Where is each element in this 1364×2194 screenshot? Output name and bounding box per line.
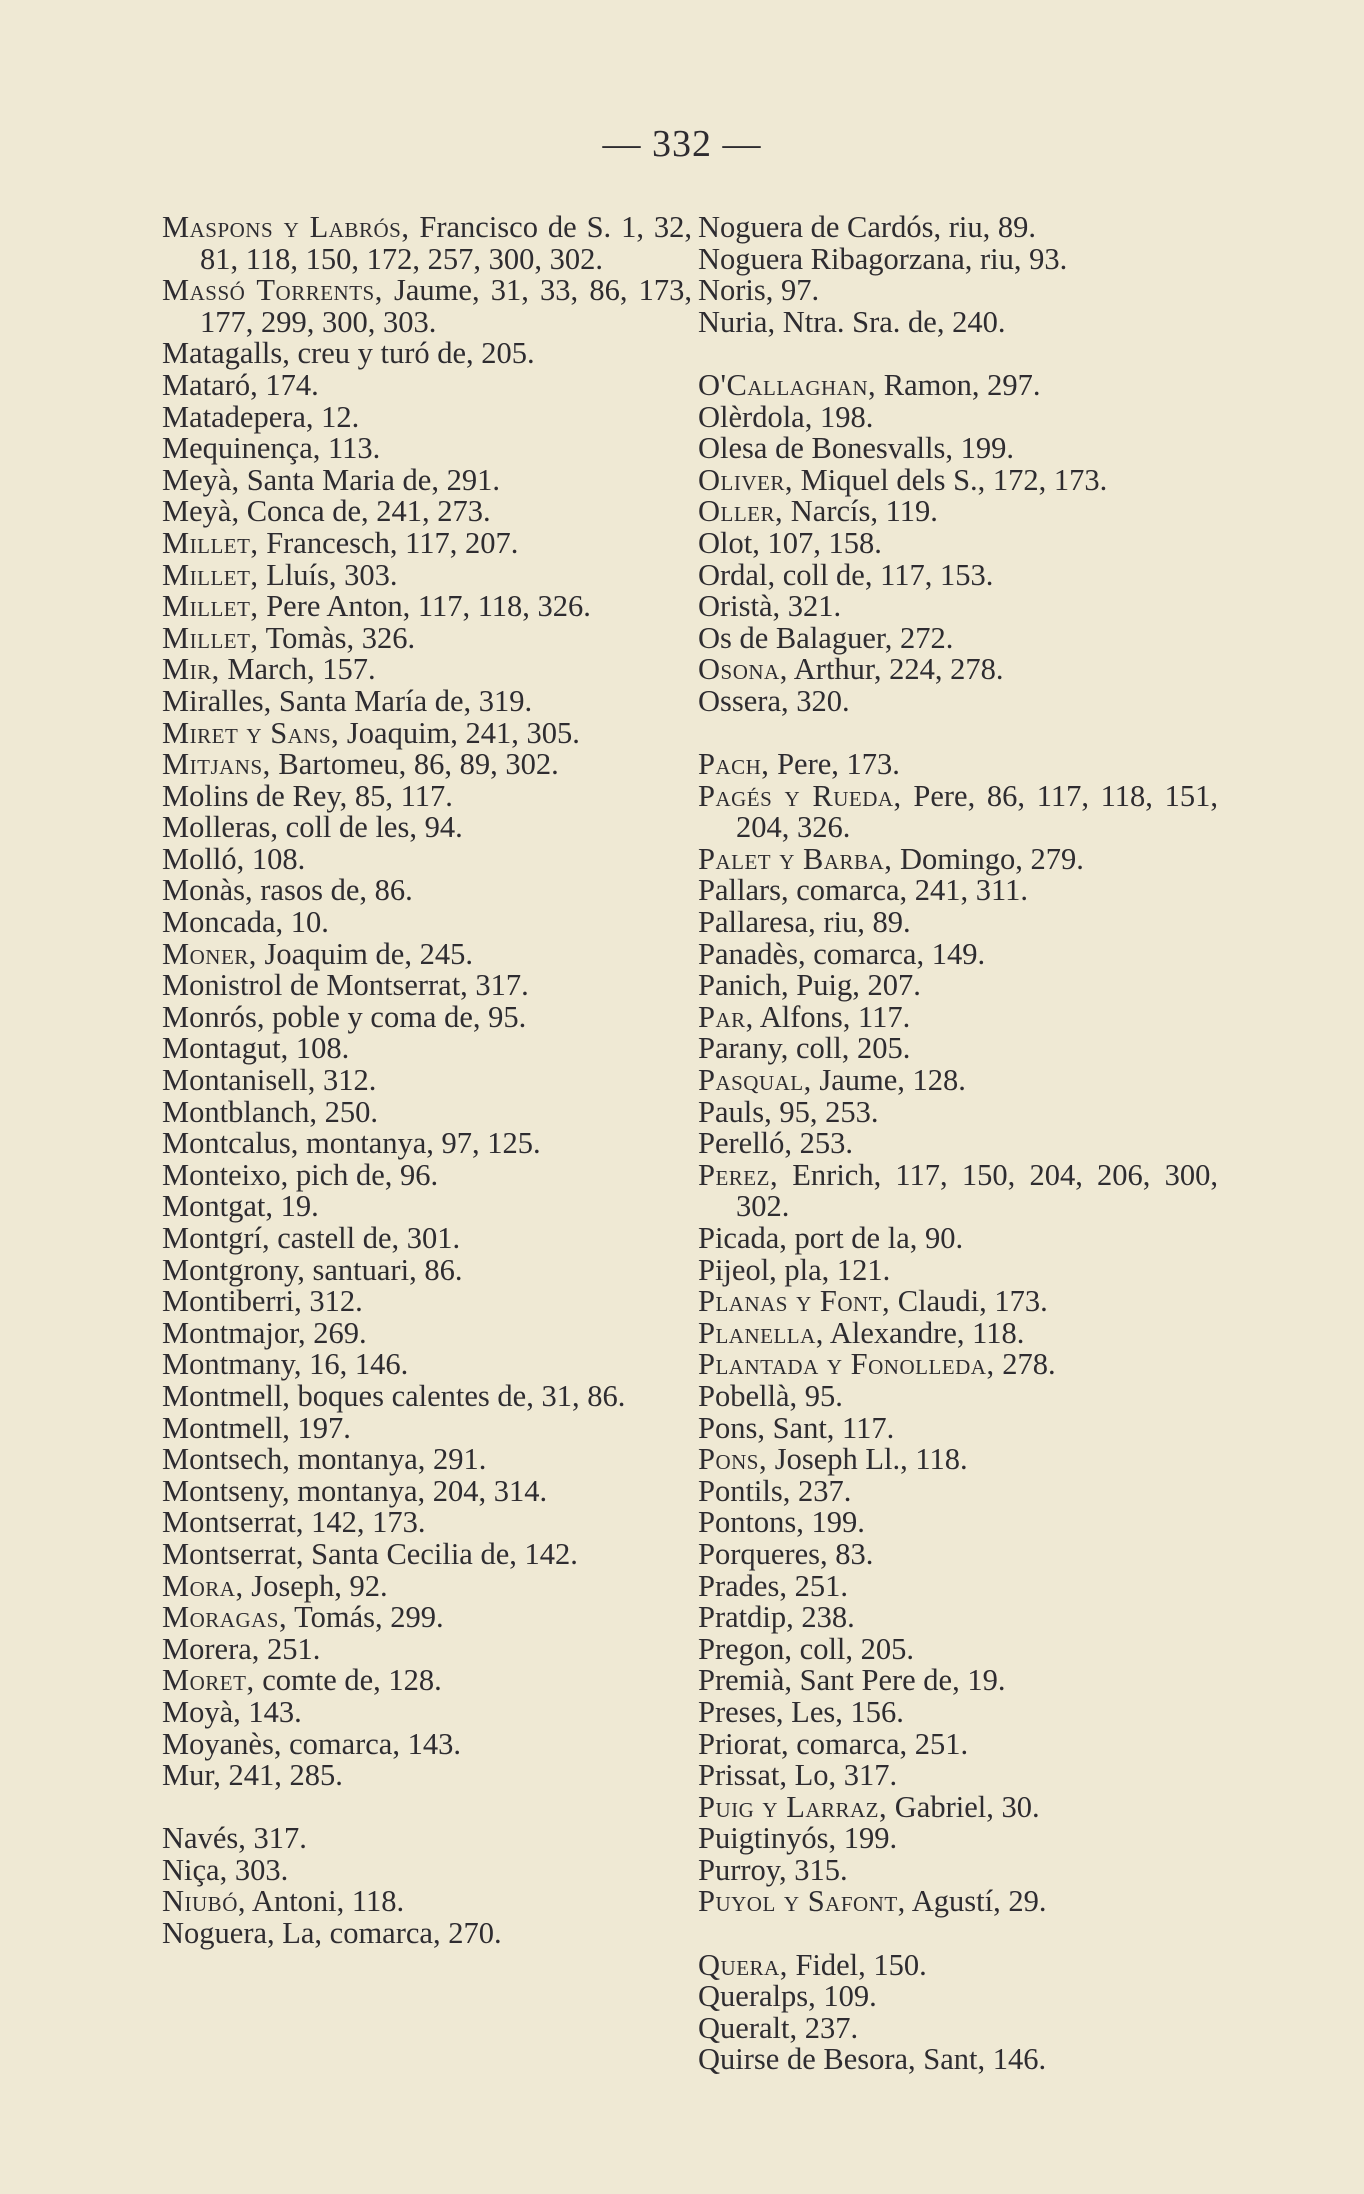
index-entry: [698, 970, 1218, 1002]
entry-name: Puig y Larraz,: [698, 1789, 888, 1824]
entry-text: Nuria, Ntra. Sra. de, 240.: [698, 304, 1006, 339]
entry-text: Jaume, 31, 33, 86, 173, 177, 299, 300, 303.: [200, 273, 692, 339]
entry-text: Fidel, 150.: [787, 1947, 927, 1982]
index-entry: [162, 812, 692, 844]
index-entry: [162, 338, 692, 370]
entry-text: Parany, coll, 205.: [698, 1031, 911, 1066]
entry-name: Osona,: [698, 652, 788, 687]
entry-text: Montgrony, santuari, 86.: [162, 1252, 463, 1287]
entry-text: Antoni, 118.: [245, 1884, 405, 1919]
index-entry: [698, 999, 1218, 1034]
index-entry: [698, 1789, 1218, 1824]
entry-text: Ramon, 297.: [876, 367, 1041, 402]
entry-name: Millet,: [162, 589, 259, 624]
index-entry: [162, 1631, 692, 1666]
entry-name: Perez,: [698, 1157, 779, 1192]
index-entry: [162, 936, 692, 971]
entry-name: Moret,: [162, 1663, 255, 1698]
index-entry: [162, 1852, 692, 1887]
entry-text: Montiberri, 312.: [162, 1284, 363, 1319]
index-entry: [162, 1507, 692, 1539]
index-entry: [698, 1378, 1218, 1413]
index-entry: [698, 367, 1218, 402]
entry-text: Moyanès, comarca, 143.: [162, 1726, 461, 1761]
index-entry: [698, 654, 1218, 686]
index-entry: [698, 1823, 1218, 1855]
entry-text: Joaquim, 241, 305.: [339, 715, 580, 750]
index-entry: [162, 399, 692, 434]
index-entry: [698, 1128, 1218, 1160]
index-entry: [162, 1694, 692, 1729]
index-entry: [698, 275, 1218, 307]
entry-name: Plantada y Fonolleda,: [698, 1347, 995, 1382]
index-entry: [698, 1223, 1218, 1255]
entry-text: Ordal, coll de, 117, 153.: [698, 557, 994, 592]
entry-text: Quirse de Besora, Sant, 146.: [698, 2042, 1047, 2077]
entry-text: Francesch, 117, 207.: [258, 525, 519, 560]
entry-text: Alfons, 117.: [753, 999, 911, 1034]
entry-text: Molló, 108.: [162, 841, 306, 876]
index-entry: [698, 875, 1218, 907]
index-entry: [698, 1665, 1218, 1697]
page-number: — 332 —: [602, 123, 762, 165]
index-entry: [698, 936, 1218, 971]
index-entry: [162, 620, 692, 655]
entry-text: 278.: [994, 1347, 1056, 1382]
entry-text: Navés, 317.: [162, 1821, 307, 1856]
entry-text: Moncada, 10.: [162, 905, 329, 940]
entry-text: Monistrol de Montserrat, 317.: [162, 968, 529, 1003]
entry-text: Panich, Puig, 207.: [698, 968, 921, 1003]
entry-text: Perelló, 253.: [698, 1126, 854, 1161]
entry-text: Oristà, 321.: [698, 589, 842, 624]
entry-text: Tomás, 299.: [287, 1600, 444, 1635]
entry-text: Lluís, 303.: [258, 557, 398, 592]
index-entry: [162, 999, 692, 1034]
index-column-left: [162, 212, 692, 1950]
index-entry: [162, 1157, 692, 1192]
entry-name: Maspons y Labrós,: [162, 210, 410, 244]
entry-text: Montgat, 19.: [162, 1189, 319, 1224]
entry-name: Palet y Barba,: [698, 841, 893, 876]
entry-text: Panadès, comarca, 149.: [698, 936, 986, 971]
index-entry: [698, 1033, 1218, 1065]
entry-text: Olesa de Bonesvalls, 199.: [698, 431, 1014, 466]
entry-text: Meyà, Conca de, 241, 273.: [162, 494, 491, 529]
index-entry: [698, 749, 1218, 781]
index-entry: [698, 1981, 1218, 2013]
index-entry: [162, 1094, 692, 1129]
entry-name: Par,: [698, 999, 754, 1034]
entry-text: Picada, port de la, 90.: [698, 1221, 964, 1255]
index-entry: [698, 1947, 1218, 1982]
entry-text: comte de, 128.: [254, 1663, 442, 1698]
entry-text: Montmajor, 269.: [162, 1315, 367, 1350]
entry-text: Premià, Sant Pere de, 19.: [698, 1663, 1006, 1698]
entry-text: Olot, 107, 158.: [698, 525, 882, 560]
index-entry: [698, 496, 1218, 528]
index-entry: [698, 433, 1218, 465]
index-entry: [162, 683, 692, 718]
entry-name: Niubó,: [162, 1884, 246, 1919]
entry-text: Francisco de S. 1, 32, 81, 118, 150, 172, 257, 300, 302.: [200, 210, 693, 276]
entry-text: Pallaresa, riu, 89.: [698, 905, 911, 940]
entry-text: Queralps, 109.: [698, 1979, 877, 2014]
entry-text: Purroy, 315.: [698, 1852, 848, 1887]
index-entry: [698, 525, 1218, 560]
section-gap: [698, 1918, 1218, 1950]
entry-text: Monrós, poble y coma de, 95.: [162, 999, 527, 1034]
index-entry: [698, 1694, 1218, 1729]
entry-name: Pasqual,: [698, 1063, 812, 1098]
index-entry: [162, 591, 692, 623]
index-entry: [698, 1886, 1218, 1918]
entry-text: Mequinença, 113.: [162, 431, 381, 466]
entry-text: Monàs, rasos de, 86.: [162, 873, 413, 908]
entry-name: Millet,: [162, 525, 259, 560]
entry-text: Pregon, coll, 205.: [698, 1631, 915, 1666]
entry-name: Oller,: [698, 494, 784, 529]
index-entry: [162, 212, 692, 275]
entry-text: Matadepera, 12.: [162, 399, 360, 434]
index-entry: [162, 715, 692, 750]
entry-text: Narcís, 119.: [783, 494, 938, 529]
entry-text: Agustí, 29.: [905, 1884, 1047, 1919]
entry-text: Montserrat, Santa Cecilia de, 142.: [162, 1536, 578, 1571]
index-entry: [162, 496, 692, 528]
entry-name: O'Callaghan,: [698, 367, 877, 402]
index-entry: [162, 1252, 692, 1287]
index-entry: [162, 1568, 692, 1603]
index-entry: [698, 1065, 1218, 1097]
index-entry: [162, 1191, 692, 1223]
entry-text: Moyà, 143.: [162, 1694, 302, 1729]
index-entry: [162, 462, 692, 497]
entry-text: Joaquim de, 245.: [256, 936, 473, 971]
entry-text: Montcalus, montanya, 97, 125.: [162, 1126, 541, 1161]
section-gap: [698, 718, 1218, 750]
index-entry: [698, 557, 1218, 592]
entry-text: Tomàs, 326.: [258, 620, 416, 655]
entry-text: March, 157.: [219, 652, 376, 687]
entry-name: Planella,: [698, 1315, 824, 1350]
entry-text: Joseph, 92.: [243, 1568, 388, 1603]
index-entry: [162, 557, 692, 592]
index-entry: [162, 1315, 692, 1350]
entry-text: Montmany, 16, 146.: [162, 1347, 409, 1382]
entry-text: Prissat, Lo, 317.: [698, 1758, 898, 1793]
index-column-right: [698, 212, 1218, 2076]
index-entry: [162, 1410, 692, 1445]
index-entry: [162, 1665, 692, 1697]
entry-text: Montgrí, castell de, 301.: [162, 1221, 461, 1255]
section-gap: [162, 1792, 692, 1824]
index-entry: [698, 1349, 1218, 1381]
entry-text: Priorat, comarca, 251.: [698, 1726, 969, 1761]
entry-text: Preses, Les, 156.: [698, 1694, 904, 1729]
entry-text: Pobellà, 95.: [698, 1378, 843, 1413]
entry-text: Domingo, 279.: [892, 841, 1084, 876]
index-entry: [162, 1536, 692, 1571]
index-entry: [162, 433, 692, 465]
entry-text: Jaume, 128.: [811, 1063, 966, 1098]
entry-text: Alexandre, 118.: [823, 1315, 1025, 1350]
entry-text: Pallars, comarca, 241, 311.: [698, 873, 1029, 908]
entry-name: Moragas,: [162, 1600, 288, 1635]
index-entry: [162, 1349, 692, 1381]
entry-text: Olèrdola, 198.: [698, 399, 874, 434]
index-entry: [698, 1568, 1218, 1603]
entry-text: Montagut, 108.: [162, 1031, 350, 1066]
index-entry: [698, 1157, 1218, 1224]
index-entry: [698, 1410, 1218, 1445]
entry-text: Niça, 303.: [162, 1852, 289, 1887]
index-entry: [698, 304, 1218, 339]
entry-text: Pere Anton, 117, 118, 326.: [258, 589, 591, 624]
index-entry: [162, 1223, 692, 1255]
entry-name: Pagés y Rueda,: [698, 778, 902, 813]
entry-text: Pratdip, 238.: [698, 1600, 855, 1635]
index-entry: [162, 841, 692, 876]
entry-text: Miquel dels S., 172, 173.: [792, 462, 1108, 497]
index-entry: [698, 1444, 1218, 1476]
entry-text: Montseny, montanya, 204, 314.: [162, 1473, 548, 1508]
entry-name: Oliver,: [698, 462, 793, 497]
index-entry: [698, 841, 1218, 876]
index-entry: [162, 1823, 692, 1855]
entry-text: Joseph Ll., 118.: [767, 1442, 968, 1477]
entry-text: Pijeol, pla, 121.: [698, 1252, 891, 1287]
entry-text: Montsech, montanya, 291.: [162, 1442, 487, 1477]
index-entry: [162, 1065, 692, 1097]
entry-text: Meyà, Santa Maria de, 291.: [162, 462, 500, 497]
index-entry: [162, 367, 692, 402]
entry-text: Puigtinyós, 199.: [698, 1821, 898, 1856]
entry-name: Mora,: [162, 1568, 244, 1603]
entry-name: Moner,: [162, 936, 257, 971]
index-entry: [162, 1602, 692, 1634]
index-entry: [162, 970, 692, 1002]
entry-text: Pere, 173.: [769, 747, 900, 782]
entry-name: Massó Torrents,: [162, 273, 383, 308]
index-entry: [698, 1536, 1218, 1571]
entry-text: Claudi, 173.: [890, 1284, 1048, 1319]
index-entry: [698, 778, 1218, 845]
index-entry: [162, 1286, 692, 1318]
entry-name: Pach,: [698, 747, 770, 782]
index-entry: [698, 683, 1218, 718]
entry-text: Noguera de Cardós, riu, 89.: [698, 210, 1036, 244]
entry-name: Miret y Sans,: [162, 715, 340, 750]
entry-text: Mur, 241, 285.: [162, 1758, 343, 1793]
entry-text: Noguera Ribagorzana, riu, 93.: [698, 241, 1068, 276]
index-entry: [698, 399, 1218, 434]
section-gap: [698, 338, 1218, 370]
index-entry: [698, 907, 1218, 939]
entry-text: Monteixo, pich de, 96.: [162, 1157, 439, 1192]
index-entry: [698, 1631, 1218, 1666]
entry-text: Montanisell, 312.: [162, 1063, 377, 1098]
entry-name: Quera,: [698, 1947, 788, 1982]
index-entry: [698, 1726, 1218, 1761]
index-entry: [162, 275, 692, 338]
entry-text: Bartomeu, 86, 89, 302.: [270, 747, 559, 782]
index-entry: [698, 212, 1218, 244]
index-entry: [162, 1128, 692, 1160]
entry-name: Pons,: [698, 1442, 768, 1477]
index-entry: [698, 1252, 1218, 1287]
index-entry: [698, 2044, 1218, 2076]
entry-text: Montmell, 197.: [162, 1410, 351, 1445]
entry-name: Millet,: [162, 620, 259, 655]
index-entry: [162, 778, 692, 813]
index-entry: [162, 1033, 692, 1065]
entry-text: Prades, 251.: [698, 1568, 848, 1603]
entry-name: Mir,: [162, 652, 220, 687]
index-entry: [162, 1918, 692, 1950]
index-entry: [698, 591, 1218, 623]
index-entry: [698, 1507, 1218, 1539]
entry-text: Miralles, Santa María de, 319.: [162, 683, 533, 718]
index-entry: [162, 875, 692, 907]
entry-text: Pons, Sant, 117.: [698, 1410, 895, 1445]
entry-text: Enrich, 117, 150, 204, 206, 300, 302.: [736, 1157, 1218, 1224]
index-entry: [162, 654, 692, 686]
entry-text: Pontons, 199.: [698, 1505, 865, 1540]
index-entry: [698, 1852, 1218, 1887]
index-entry: [162, 1378, 692, 1413]
index-entry: [162, 1886, 692, 1918]
entry-text: Montmell, boques calentes de, 31, 86.: [162, 1378, 626, 1413]
entry-name: Millet,: [162, 557, 259, 592]
index-entry: [162, 1726, 692, 1761]
entry-name: Planas y Font,: [698, 1284, 891, 1319]
index-entry: [162, 525, 692, 560]
entry-text: Molleras, coll de les, 94.: [162, 810, 463, 845]
index-entry: [698, 462, 1218, 497]
index-entry: [698, 1602, 1218, 1634]
index-entry: [698, 1760, 1218, 1792]
index-entry: [698, 1286, 1218, 1318]
index-entry: [698, 620, 1218, 655]
index-entry: [162, 749, 692, 781]
entry-text: Porqueres, 83.: [698, 1536, 874, 1571]
entry-text: Molins de Rey, 85, 117.: [162, 778, 453, 813]
index-entry: [698, 241, 1218, 276]
entry-text: Noris, 97.: [698, 273, 820, 308]
index-entry: [698, 1094, 1218, 1129]
entry-text: Pauls, 95, 253.: [698, 1094, 879, 1129]
index-entry: [162, 1760, 692, 1792]
index-entry: [162, 1473, 692, 1508]
entry-text: Pontils, 237.: [698, 1473, 852, 1508]
entry-text: Gabriel, 30.: [887, 1789, 1040, 1824]
entry-text: Montblanch, 250.: [162, 1094, 379, 1129]
index-entry: [162, 907, 692, 939]
entry-text: Montserrat, 142, 173.: [162, 1505, 426, 1540]
entry-text: Ossera, 320.: [698, 683, 850, 718]
entry-text: Matagalls, creu y turó de, 205.: [162, 336, 535, 371]
index-entry: [698, 1473, 1218, 1508]
entry-text: Pere, 86, 117, 118, 151, 204, 326.: [736, 778, 1218, 845]
entry-name: Puyol y Safont,: [698, 1884, 906, 1919]
entry-name: Mitjans,: [162, 747, 271, 782]
entry-text: Arthur, 224, 278.: [787, 652, 1004, 687]
index-entry: [162, 1444, 692, 1476]
entry-text: Queralt, 237.: [698, 2010, 859, 2045]
index-entry: [698, 1315, 1218, 1350]
entry-text: Os de Balaguer, 272.: [698, 620, 954, 655]
entry-text: Noguera, La, comarca, 270.: [162, 1916, 502, 1951]
entry-text: Morera, 251.: [162, 1631, 321, 1666]
entry-text: Mataró, 174.: [162, 367, 319, 402]
index-entry: [698, 2010, 1218, 2045]
